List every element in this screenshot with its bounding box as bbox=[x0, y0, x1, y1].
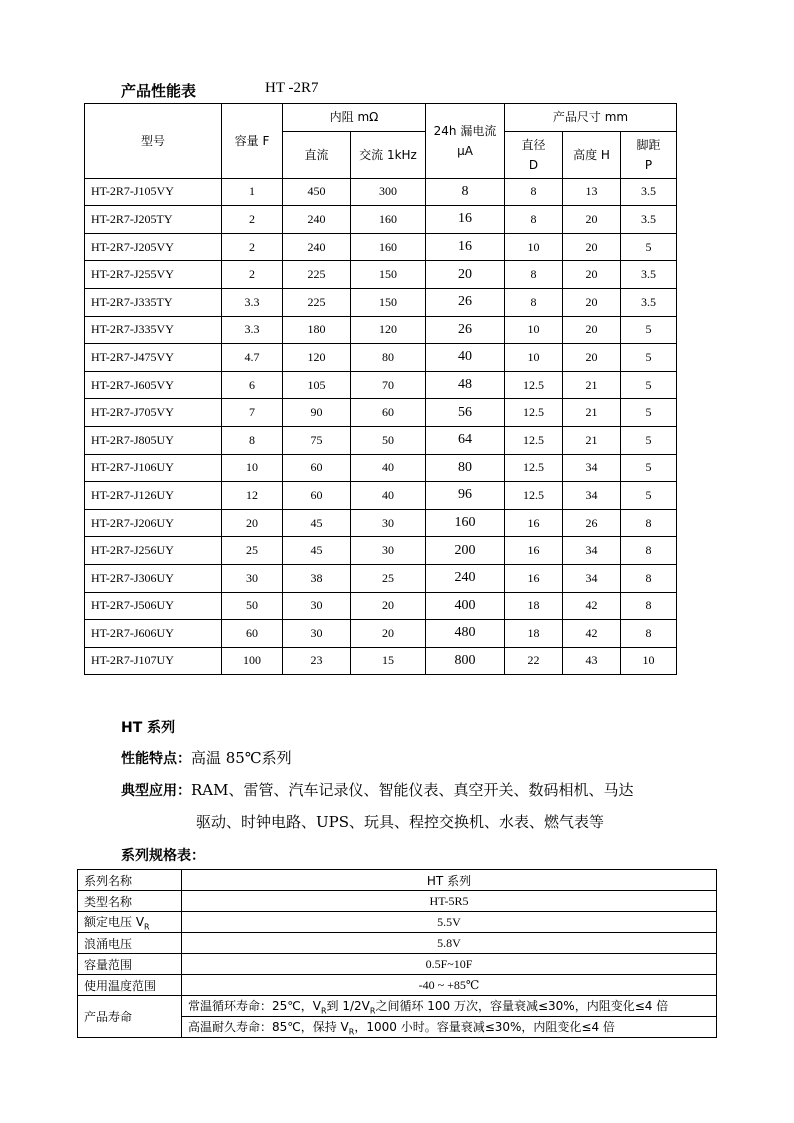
pitch-cell: 8 bbox=[621, 537, 677, 565]
capacity-cell: 50 bbox=[222, 592, 283, 620]
life-endurance-sub: R bbox=[348, 1027, 355, 1037]
spec-label: 系列名称 bbox=[78, 870, 182, 891]
capacity-cell: 30 bbox=[222, 564, 283, 592]
height-cell: 13 bbox=[563, 178, 621, 206]
header-leakage-line1: 24h 漏电流 bbox=[433, 123, 497, 138]
header-resistance: 内阻 mΩ bbox=[283, 104, 426, 132]
leakage-cell: 48 bbox=[426, 371, 505, 399]
height-cell: 34 bbox=[563, 482, 621, 510]
header-size: 产品尺寸 mm bbox=[505, 104, 677, 132]
leakage-cell: 64 bbox=[426, 426, 505, 454]
model-cell: HT-2R7-J206UY bbox=[85, 509, 222, 537]
pitch-cell: 5 bbox=[621, 482, 677, 510]
spec-label: 类型名称 bbox=[78, 891, 182, 912]
model-cell: HT-2R7-J205TY bbox=[85, 206, 222, 234]
ac-resistance-cell: 25 bbox=[351, 564, 426, 592]
ac-resistance-cell: 20 bbox=[351, 620, 426, 648]
performance-table bbox=[84, 103, 677, 675]
feature-line bbox=[121, 747, 292, 768]
table-row bbox=[85, 537, 677, 565]
height-cell: 20 bbox=[563, 261, 621, 289]
spec-value: 5.8V bbox=[182, 933, 717, 954]
height-cell: 26 bbox=[563, 509, 621, 537]
dc-resistance-cell: 450 bbox=[283, 178, 351, 206]
leakage-cell: 160 bbox=[426, 509, 505, 537]
model-cell: HT-2R7-J255VY bbox=[85, 261, 222, 289]
capacity-cell: 2 bbox=[222, 206, 283, 234]
application-line-2: 驱动、时钟电路、UPS、玩具、程控交换机、水表、燃气表等 bbox=[196, 813, 605, 831]
diameter-cell: 12.5 bbox=[505, 454, 563, 482]
height-cell: 21 bbox=[563, 371, 621, 399]
dc-resistance-cell: 45 bbox=[283, 509, 351, 537]
pitch-cell: 8 bbox=[621, 564, 677, 592]
life-endurance-text-a: 高温耐久寿命：85℃，保持 V bbox=[188, 1019, 349, 1034]
diameter-cell: 8 bbox=[505, 206, 563, 234]
model-cell: HT-2R7-J335VY bbox=[85, 316, 222, 344]
diameter-cell: 10 bbox=[505, 316, 563, 344]
capacity-cell: 12 bbox=[222, 482, 283, 510]
feature-value: 高温 85℃系列 bbox=[191, 749, 292, 767]
table-row bbox=[85, 399, 677, 427]
table-row bbox=[85, 620, 677, 648]
diameter-cell: 16 bbox=[505, 537, 563, 565]
dc-resistance-cell: 45 bbox=[283, 537, 351, 565]
table-row bbox=[85, 288, 677, 316]
model-cell: HT-2R7-J126UY bbox=[85, 482, 222, 510]
leakage-cell: 16 bbox=[426, 206, 505, 234]
pitch-cell: 3.5 bbox=[621, 178, 677, 206]
spec-row-type-name bbox=[78, 891, 717, 912]
dc-resistance-cell: 120 bbox=[283, 344, 351, 372]
dc-resistance-cell: 30 bbox=[283, 592, 351, 620]
header-pitch-line1: 脚距 bbox=[636, 137, 661, 152]
table-row bbox=[85, 261, 677, 289]
dc-resistance-cell: 60 bbox=[283, 454, 351, 482]
capacity-cell: 60 bbox=[222, 620, 283, 648]
dc-resistance-cell: 180 bbox=[283, 316, 351, 344]
model-cell: HT-2R7-J335TY bbox=[85, 288, 222, 316]
model-cell: HT-2R7-J805UY bbox=[85, 426, 222, 454]
height-cell: 42 bbox=[563, 592, 621, 620]
capacity-cell: 3.3 bbox=[222, 316, 283, 344]
ac-resistance-cell: 160 bbox=[351, 206, 426, 234]
model-cell: HT-2R7-J606UY bbox=[85, 620, 222, 648]
dc-resistance-cell: 90 bbox=[283, 399, 351, 427]
rated-voltage-label: 额定电压 V bbox=[84, 914, 145, 929]
header-diameter bbox=[505, 131, 563, 178]
leakage-cell: 80 bbox=[426, 454, 505, 482]
pitch-cell: 8 bbox=[621, 509, 677, 537]
pitch-cell: 8 bbox=[621, 620, 677, 648]
model-cell: HT-2R7-J106UY bbox=[85, 454, 222, 482]
ac-resistance-cell: 30 bbox=[351, 509, 426, 537]
ac-resistance-cell: 30 bbox=[351, 537, 426, 565]
diameter-cell: 8 bbox=[505, 178, 563, 206]
pitch-cell: 3.5 bbox=[621, 261, 677, 289]
pitch-cell: 3.5 bbox=[621, 206, 677, 234]
rated-voltage-subscript: R bbox=[144, 922, 150, 932]
life-cycle-text-a: 常温循环寿命：25℃，V bbox=[188, 998, 321, 1013]
header-diameter-line1: 直径 bbox=[521, 137, 546, 152]
header-leakage-line2: μA bbox=[457, 143, 473, 158]
table-row bbox=[85, 509, 677, 537]
leakage-cell: 240 bbox=[426, 564, 505, 592]
ac-resistance-cell: 80 bbox=[351, 344, 426, 372]
leakage-cell: 480 bbox=[426, 620, 505, 648]
table-row bbox=[85, 482, 677, 510]
application-line-1 bbox=[121, 779, 634, 800]
diameter-cell: 10 bbox=[505, 344, 563, 372]
pitch-cell: 5 bbox=[621, 371, 677, 399]
spec-row-life-1 bbox=[78, 996, 717, 1017]
spec-row-rated-voltage bbox=[78, 912, 717, 933]
table-row bbox=[85, 426, 677, 454]
height-cell: 20 bbox=[563, 233, 621, 261]
table-row bbox=[85, 344, 677, 372]
table-row bbox=[85, 647, 677, 675]
performance-table-title: 产品性能表 bbox=[121, 82, 197, 100]
spec-value: HT-5R5 bbox=[182, 891, 717, 912]
table-row bbox=[85, 206, 677, 234]
height-cell: 34 bbox=[563, 564, 621, 592]
table-row bbox=[85, 178, 677, 206]
header-leakage bbox=[426, 104, 505, 179]
height-cell: 20 bbox=[563, 206, 621, 234]
ac-resistance-cell: 160 bbox=[351, 233, 426, 261]
spec-row-surge-voltage bbox=[78, 933, 717, 954]
diameter-cell: 22 bbox=[505, 647, 563, 675]
leakage-cell: 16 bbox=[426, 233, 505, 261]
dc-resistance-cell: 225 bbox=[283, 261, 351, 289]
header-dc: 直流 bbox=[283, 131, 351, 178]
header-height: 高度 H bbox=[563, 131, 621, 178]
table-row bbox=[85, 316, 677, 344]
ac-resistance-cell: 70 bbox=[351, 371, 426, 399]
model-cell: HT-2R7-J107UY bbox=[85, 647, 222, 675]
spec-life-endurance bbox=[182, 1017, 717, 1038]
diameter-cell: 18 bbox=[505, 620, 563, 648]
header-pitch bbox=[621, 131, 677, 178]
diameter-cell: 8 bbox=[505, 261, 563, 289]
model-cell: HT-2R7-J105VY bbox=[85, 178, 222, 206]
capacity-cell: 4.7 bbox=[222, 344, 283, 372]
pitch-cell: 10 bbox=[621, 647, 677, 675]
pitch-cell: 3.5 bbox=[621, 288, 677, 316]
height-cell: 20 bbox=[563, 288, 621, 316]
height-cell: 34 bbox=[563, 454, 621, 482]
ac-resistance-cell: 50 bbox=[351, 426, 426, 454]
capacity-cell: 20 bbox=[222, 509, 283, 537]
table-row bbox=[85, 564, 677, 592]
height-cell: 34 bbox=[563, 537, 621, 565]
spec-value: HT 系列 bbox=[182, 870, 717, 891]
height-cell: 20 bbox=[563, 316, 621, 344]
capacity-cell: 3.3 bbox=[222, 288, 283, 316]
ac-resistance-cell: 150 bbox=[351, 288, 426, 316]
header-pitch-line2: P bbox=[644, 157, 653, 172]
dc-resistance-cell: 30 bbox=[283, 620, 351, 648]
ac-resistance-cell: 150 bbox=[351, 261, 426, 289]
capacity-cell: 10 bbox=[222, 454, 283, 482]
capacity-cell: 2 bbox=[222, 261, 283, 289]
height-cell: 42 bbox=[563, 620, 621, 648]
height-cell: 21 bbox=[563, 426, 621, 454]
spec-value: 0.5F~10F bbox=[182, 954, 717, 975]
header-model: 型号 bbox=[85, 104, 222, 179]
pitch-cell: 5 bbox=[621, 399, 677, 427]
leakage-cell: 96 bbox=[426, 482, 505, 510]
spec-value: -40 ~ +85℃ bbox=[182, 975, 717, 996]
diameter-cell: 8 bbox=[505, 288, 563, 316]
diameter-cell: 12.5 bbox=[505, 482, 563, 510]
pitch-cell: 5 bbox=[621, 454, 677, 482]
model-cell: HT-2R7-J605VY bbox=[85, 371, 222, 399]
dc-resistance-cell: 75 bbox=[283, 426, 351, 454]
spec-row-series-name bbox=[78, 870, 717, 891]
height-cell: 20 bbox=[563, 344, 621, 372]
diameter-cell: 18 bbox=[505, 592, 563, 620]
leakage-cell: 400 bbox=[426, 592, 505, 620]
leakage-cell: 40 bbox=[426, 344, 505, 372]
model-cell: HT-2R7-J306UY bbox=[85, 564, 222, 592]
life-cycle-text-b: 到 1/2V bbox=[326, 998, 370, 1013]
ac-resistance-cell: 120 bbox=[351, 316, 426, 344]
ac-resistance-cell: 60 bbox=[351, 399, 426, 427]
spec-table bbox=[77, 869, 717, 1038]
spec-row-temp-range bbox=[78, 975, 717, 996]
spec-label: 浪涌电压 bbox=[78, 933, 182, 954]
spec-life-cycle bbox=[182, 996, 717, 1017]
spec-label: 产品寿命 bbox=[78, 996, 182, 1038]
capacity-cell: 100 bbox=[222, 647, 283, 675]
dc-resistance-cell: 240 bbox=[283, 233, 351, 261]
application-text-1: RAM、雷管、汽车记录仪、智能仪表、真空开关、数码相机、马达 bbox=[191, 781, 634, 799]
capacity-cell: 7 bbox=[222, 399, 283, 427]
capacity-cell: 1 bbox=[222, 178, 283, 206]
table-row bbox=[85, 592, 677, 620]
series-title: HT 系列 bbox=[121, 720, 176, 736]
leakage-cell: 200 bbox=[426, 537, 505, 565]
model-cell: HT-2R7-J205VY bbox=[85, 233, 222, 261]
capacity-cell: 6 bbox=[222, 371, 283, 399]
ac-resistance-cell: 20 bbox=[351, 592, 426, 620]
dc-resistance-cell: 60 bbox=[283, 482, 351, 510]
life-endurance-text-b: ，1000 小时。容量衰减≤30%，内阻变化≤4 倍 bbox=[354, 1019, 615, 1034]
diameter-cell: 12.5 bbox=[505, 399, 563, 427]
model-cell: HT-2R7-J506UY bbox=[85, 592, 222, 620]
model-cell: HT-2R7-J705VY bbox=[85, 399, 222, 427]
dc-resistance-cell: 240 bbox=[283, 206, 351, 234]
height-cell: 21 bbox=[563, 399, 621, 427]
height-cell: 43 bbox=[563, 647, 621, 675]
pitch-cell: 8 bbox=[621, 592, 677, 620]
diameter-cell: 10 bbox=[505, 233, 563, 261]
spec-table-title: 系列规格表： bbox=[121, 848, 205, 864]
pitch-cell: 5 bbox=[621, 344, 677, 372]
pitch-cell: 5 bbox=[621, 426, 677, 454]
performance-table-subtitle: HT -2R7 bbox=[265, 80, 319, 96]
diameter-cell: 12.5 bbox=[505, 426, 563, 454]
leakage-cell: 20 bbox=[426, 261, 505, 289]
leakage-cell: 800 bbox=[426, 647, 505, 675]
capacity-cell: 25 bbox=[222, 537, 283, 565]
header-ac: 交流 1kHz bbox=[351, 131, 426, 178]
ac-resistance-cell: 40 bbox=[351, 454, 426, 482]
ac-resistance-cell: 15 bbox=[351, 647, 426, 675]
leakage-cell: 26 bbox=[426, 316, 505, 344]
header-diameter-line2: D bbox=[528, 157, 539, 172]
dc-resistance-cell: 23 bbox=[283, 647, 351, 675]
life-cycle-sub-2: R bbox=[369, 1006, 376, 1016]
model-cell: HT-2R7-J475VY bbox=[85, 344, 222, 372]
spec-label-rated-voltage bbox=[78, 912, 182, 933]
ac-resistance-cell: 40 bbox=[351, 482, 426, 510]
table-row bbox=[85, 371, 677, 399]
spec-label: 容量范围 bbox=[78, 954, 182, 975]
model-cell: HT-2R7-J256UY bbox=[85, 537, 222, 565]
diameter-cell: 16 bbox=[505, 509, 563, 537]
table-row bbox=[85, 233, 677, 261]
leakage-cell: 56 bbox=[426, 399, 505, 427]
spec-value: 5.5V bbox=[182, 912, 717, 933]
application-label: 典型应用： bbox=[121, 783, 191, 799]
spec-label: 使用温度范围 bbox=[78, 975, 182, 996]
capacity-cell: 8 bbox=[222, 426, 283, 454]
header-row-1 bbox=[85, 104, 677, 132]
diameter-cell: 16 bbox=[505, 564, 563, 592]
pitch-cell: 5 bbox=[621, 233, 677, 261]
dc-resistance-cell: 225 bbox=[283, 288, 351, 316]
header-capacity: 容量 F bbox=[222, 104, 283, 179]
spec-row-capacity-range bbox=[78, 954, 717, 975]
capacity-cell: 2 bbox=[222, 233, 283, 261]
dc-resistance-cell: 105 bbox=[283, 371, 351, 399]
diameter-cell: 12.5 bbox=[505, 371, 563, 399]
table-row bbox=[85, 454, 677, 482]
leakage-cell: 8 bbox=[426, 178, 505, 206]
dc-resistance-cell: 38 bbox=[283, 564, 351, 592]
leakage-cell: 26 bbox=[426, 288, 505, 316]
feature-label: 性能特点： bbox=[121, 751, 191, 767]
ac-resistance-cell: 300 bbox=[351, 178, 426, 206]
pitch-cell: 5 bbox=[621, 316, 677, 344]
life-cycle-sub-1: R bbox=[320, 1006, 327, 1016]
life-cycle-text-c: 之间循环 100 万次，容量衰减≤30%，内阻变化≤4 倍 bbox=[375, 998, 669, 1013]
